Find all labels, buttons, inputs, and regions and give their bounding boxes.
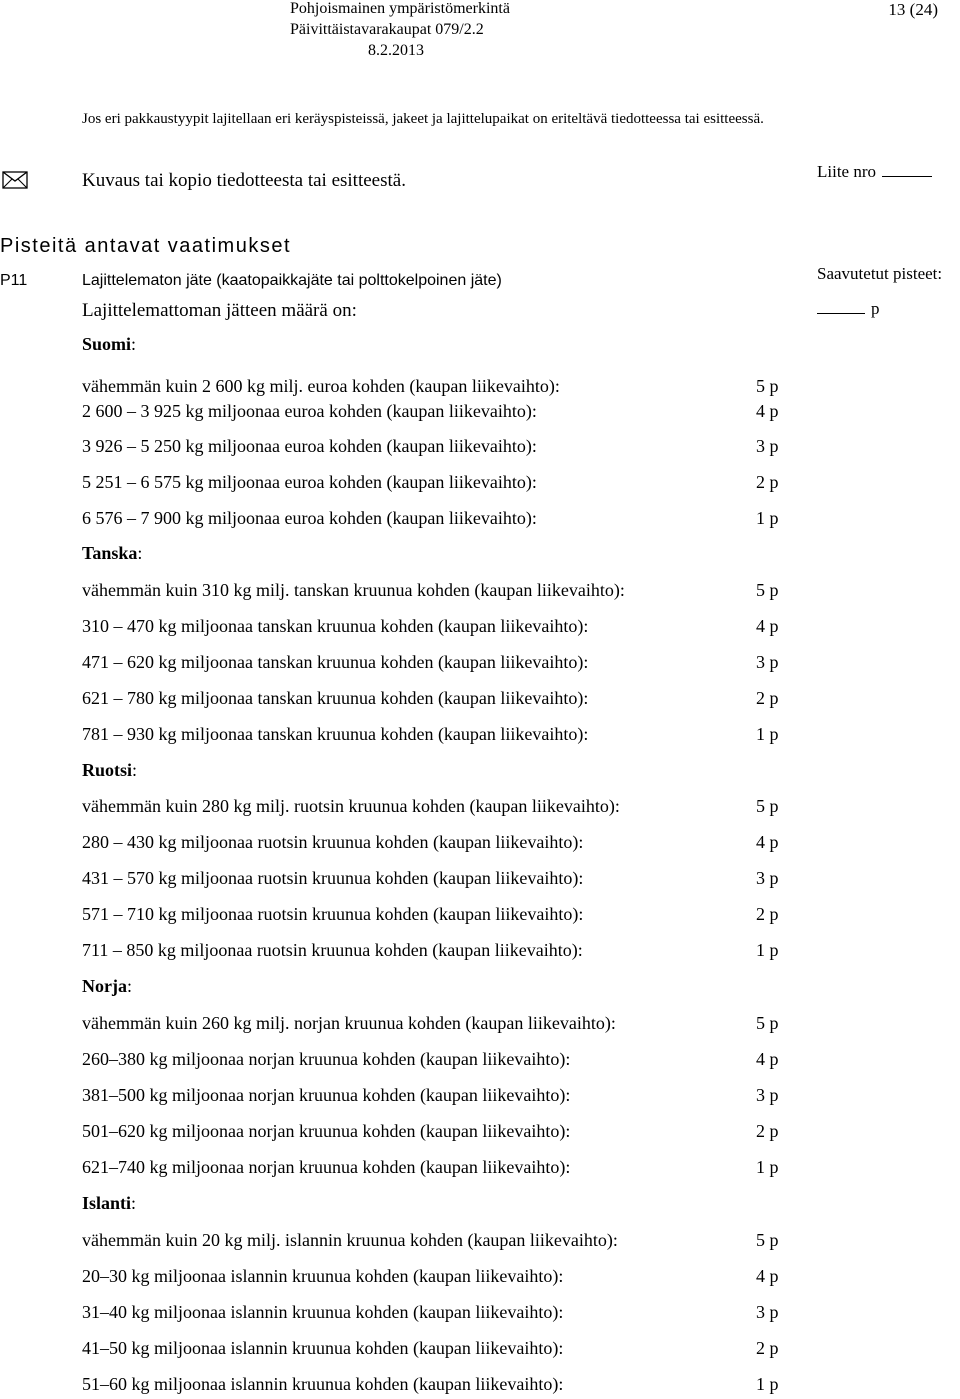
country-heading-ruotsi: Ruotsi: [82, 760, 138, 780]
header-doc-title: Päivittäistavarakaupat 079/2.2 [290, 21, 484, 38]
country-heading-islanti: Islanti: [82, 1193, 137, 1213]
row-points: 4 p [756, 832, 779, 852]
row-points: 2 p [756, 1338, 779, 1358]
row-points: 3 p [756, 1085, 779, 1105]
row-points: 5 p [756, 580, 779, 600]
requirement-title: Lajittelematon jäte (kaatopaikkajäte tai polttokelpoinen jäte) [82, 272, 502, 289]
achieved-points-field[interactable] [817, 299, 880, 319]
row-points: 1 p [756, 508, 779, 528]
row-text: 41–50 kg miljoonaa islannin kruunua kohden (kaupan liikevaihto): [82, 1338, 564, 1358]
country-name: Norja [82, 976, 127, 996]
row-points: 3 p [756, 436, 779, 456]
requirement-subtitle: Lajittelemattoman jätteen määrä on: [82, 300, 357, 321]
row-points: 1 p [756, 1374, 779, 1394]
requirement-code: P11 [0, 272, 28, 289]
row-text: vähemmän kuin 20 kg milj. islannin kruunua kohden (kaupan liikevaihto): [82, 1230, 618, 1250]
points-unit: p [871, 299, 880, 318]
row-points: 2 p [756, 472, 779, 492]
row-points: 4 p [756, 1049, 779, 1069]
row-text: 501–620 kg miljoonaa norjan kruunua kohden (kaupan liikevaihto): [82, 1121, 571, 1141]
row-points: 1 p [756, 940, 779, 960]
liite-blank-line[interactable] [882, 162, 932, 177]
achieved-points-label: Saavutetut pisteet: [817, 264, 943, 283]
row-text: 310 – 470 kg miljoonaa tanskan kruunua kohden (kaupan liikevaihto): [82, 616, 589, 636]
row-points: 4 p [756, 1266, 779, 1286]
row-text: 711 – 850 kg miljoonaa ruotsin kruunua kohden (kaupan liikevaihto): [82, 940, 583, 960]
row-points: 3 p [756, 652, 779, 672]
envelope-icon [2, 170, 28, 190]
row-points: 1 p [756, 1157, 779, 1177]
row-text: 471 – 620 kg miljoonaa tanskan kruunua kohden (kaupan liikevaihto): [82, 652, 589, 672]
country-name: Tanska [82, 543, 138, 563]
row-text: vähemmän kuin 260 kg milj. norjan kruunua kohden (kaupan liikevaihto): [82, 1013, 616, 1033]
row-text: 431 – 570 kg miljoonaa ruotsin kruunua kohden (kaupan liikevaihto): [82, 868, 584, 888]
row-text: 3 926 – 5 250 kg miljoonaa euroa kohden (kaupan liikevaihto): [82, 436, 537, 456]
country-name: Ruotsi [82, 760, 133, 780]
row-points: 3 p [756, 1302, 779, 1322]
intro-paragraph: Jos eri pakkaustyypit lajitellaan eri keräyspisteissä, jakeet ja lajittelupaikat on eriteltävä tiedotteessa tai esitteessä. [82, 111, 764, 127]
row-text: 781 – 930 kg miljoonaa tanskan kruunua kohden (kaupan liikevaihto): [82, 724, 589, 744]
header-org: Pohjoismainen ympäristömerkintä [290, 0, 510, 17]
row-points: 2 p [756, 1121, 779, 1141]
kuvaus-text: Kuvaus tai kopio tiedotteesta tai esitteestä. [82, 170, 406, 191]
row-points: 1 p [756, 724, 779, 744]
country-name: Suomi [82, 334, 132, 354]
country-heading-norja: Norja: [82, 976, 132, 996]
row-text: 6 576 – 7 900 kg miljoonaa euroa kohden (kaupan liikevaihto): [82, 508, 537, 528]
row-text: 260–380 kg miljoonaa norjan kruunua kohden (kaupan liikevaihto): [82, 1049, 571, 1069]
row-text: 280 – 430 kg miljoonaa ruotsin kruunua kohden (kaupan liikevaihto): [82, 832, 584, 852]
row-text: 571 – 710 kg miljoonaa ruotsin kruunua kohden (kaupan liikevaihto): [82, 904, 584, 924]
row-text: 2 600 – 3 925 kg miljoonaa euroa kohden (kaupan liikevaihto): [82, 401, 537, 421]
achieved-points-blank[interactable] [817, 299, 865, 314]
row-text: 20–30 kg miljoonaa islannin kruunua kohden (kaupan liikevaihto): [82, 1266, 564, 1286]
row-text: 621 – 780 kg miljoonaa tanskan kruunua kohden (kaupan liikevaihto): [82, 688, 589, 708]
row-text: 5 251 – 6 575 kg miljoonaa euroa kohden (kaupan liikevaihto): [82, 472, 537, 492]
row-points: 4 p [756, 616, 779, 636]
row-text: 621–740 kg miljoonaa norjan kruunua kohden (kaupan liikevaihto): [82, 1157, 571, 1177]
row-points: 5 p [756, 1230, 779, 1250]
country-name: Islanti [82, 1193, 132, 1213]
row-points: 2 p [756, 904, 779, 924]
row-text: 381–500 kg miljoonaa norjan kruunua kohden (kaupan liikevaihto): [82, 1085, 571, 1105]
page-number: 13 (24) [888, 0, 938, 19]
row-points: 5 p [756, 1013, 779, 1033]
row-points: 3 p [756, 868, 779, 888]
country-heading-suomi: Suomi: [82, 334, 137, 354]
section-title: Pisteitä antavat vaatimukset [0, 235, 292, 257]
row-points: 4 p [756, 401, 779, 421]
row-text: 31–40 kg miljoonaa islannin kruunua kohden (kaupan liikevaihto): [82, 1302, 564, 1322]
liite-label: Liite nro [817, 162, 877, 181]
header-date: 8.2.2013 [368, 42, 424, 59]
row-text: vähemmän kuin 280 kg milj. ruotsin kruunua kohden (kaupan liikevaihto): [82, 796, 620, 816]
country-heading-tanska: Tanska: [82, 543, 143, 563]
row-points: 5 p [756, 376, 779, 396]
row-text: 51–60 kg miljoonaa islannin kruunua kohden (kaupan liikevaihto): [82, 1374, 564, 1394]
row-text: vähemmän kuin 2 600 kg milj. euroa kohden (kaupan liikevaihto): [82, 376, 560, 396]
row-points: 5 p [756, 796, 779, 816]
row-text: vähemmän kuin 310 kg milj. tanskan kruunua kohden (kaupan liikevaihto): [82, 580, 625, 600]
liite-field[interactable] [817, 162, 932, 182]
row-points: 2 p [756, 688, 779, 708]
